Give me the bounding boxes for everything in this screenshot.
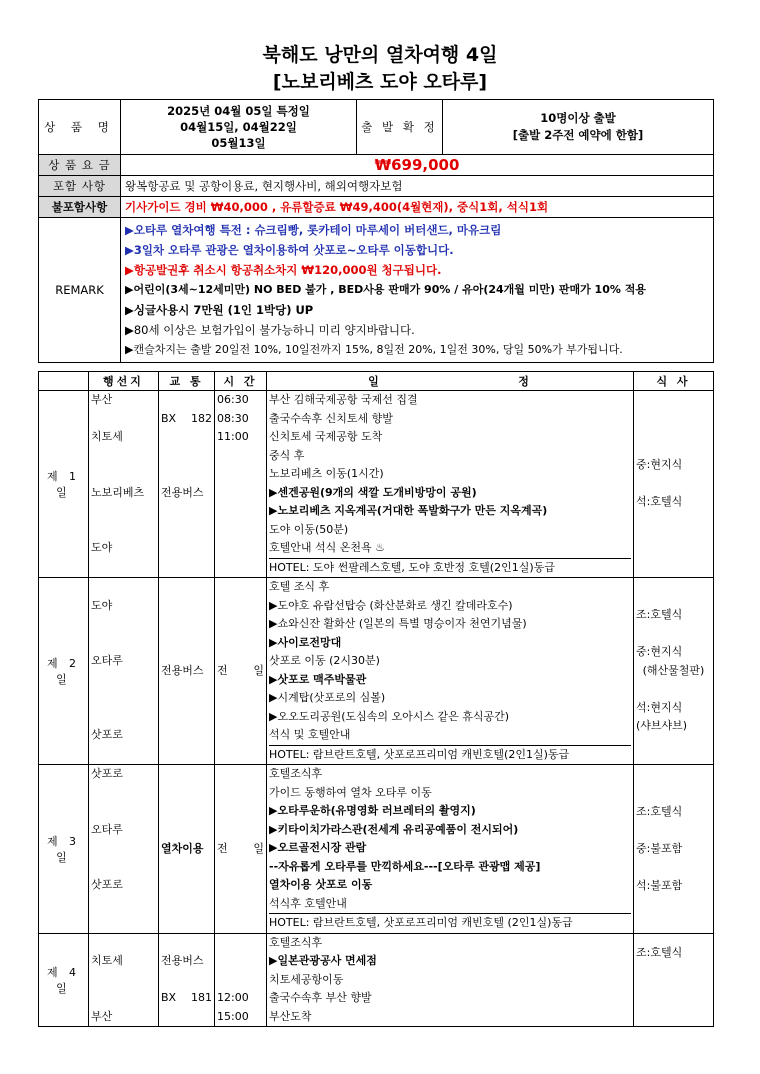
day-label: 제 1 일 bbox=[39, 391, 89, 578]
time-cell: 12:00 15:00 bbox=[215, 933, 267, 1027]
excluded-label: 불포함사항 bbox=[39, 197, 121, 218]
itinerary-cell: 호텔조식후 가이드 동행하여 열차 오타루 이동 ▶오타루운하(유명영화 러브레터의 촬영지) ▶키타이치가라스관(전세계 유리공예품이 전시되어) ▶오르골전시장 관람 --자유롭게 오타루를 만끽하세요---[오타루 관광맵 제공] 열차이용 삿포로 이동 석식후 호텔안내 HOTEL: 람브란트호텔, 삿포로프리미엄 캐빈호텔 (2인1실)동급 bbox=[267, 765, 634, 934]
transport-cell: 전용버스 bbox=[159, 578, 215, 765]
transport-cell: BX 182 전용버스 bbox=[159, 391, 215, 578]
remark-item: ▶오타루 열차여행 특전 : 슈크림빵, 롯카테이 마루세이 버터샌드, 마유크림 bbox=[125, 223, 502, 237]
remark-item: ▶어린이(3세~12세미만) NO BED 불가 , BED사용 판매가 90% / 유아(24개월 미만) 판매가 10% 적용 bbox=[125, 283, 646, 296]
remark-item: ▶항공발권후 취소시 항공취소차지 ₩120,000원 청구됩니다. bbox=[125, 263, 442, 277]
included-value: 왕복항공료 및 공항이용료, 현지행사비, 해외여행자보험 bbox=[121, 176, 714, 197]
col-region: 행선지 bbox=[89, 372, 159, 391]
region-cell: 도야 오타루 삿포로 bbox=[89, 578, 159, 765]
itinerary-cell: 호텔 조식 후 ▶도야호 유람선탑승 (화산분화로 생긴 칼데라호수) ▶쇼와신잔 활화산 (일본의 특별 명승이자 천연기념물) ▶사이로전망대 삿포로 이동 (2시30분) ▶삿포로 맥주박물관 ▶시계탑(삿포로의 심볼) ▶오오도리공원(도심속의 오아시스 같은 휴식공간) 석식 및 호텔안내 HOTEL: 람브란트호텔, 삿포로프리미엄 캐빈호텔(2인1실)동급 bbox=[267, 578, 634, 765]
day-label: 제 3 일 bbox=[39, 765, 89, 934]
time-cell: 전 일 bbox=[215, 765, 267, 934]
day-row bbox=[39, 578, 714, 765]
remark-item: ▶80세 이상은 보험가입이 불가능하니 미리 양지바랍니다. bbox=[125, 323, 415, 337]
remark-list bbox=[121, 218, 714, 363]
remark-item: ▶캔슬차지는 출발 20일전 10%, 10일전까지 15%, 8일전 20%, 1일전 30%, 당일 50%가 부가됩니다. bbox=[125, 343, 623, 356]
itinerary-cell: 부산 김해국제공항 국제선 집결 출국수속후 신치토세 향발 신치토세 국제공항 도착 중식 후 노보리베츠 이동(1시간) ▶센겐공원(9개의 색깔 도개비방망이 공원) ▶노보리베츠 지옥계곡(거대한 폭발화구가 만든 지옥계곡) 도야 이동(50분) 호텔안내 석식 온천욕 ♨ HOTEL: 도야 썬팔레스호텔, 도야 호반정 호텔(2인1실)동급 bbox=[267, 391, 634, 578]
hotel-info: HOTEL: 람브란트호텔, 삿포로프리미엄 캐빈호텔 (2인1실)동급 bbox=[269, 913, 631, 933]
day-row bbox=[39, 765, 714, 934]
day-row bbox=[39, 391, 714, 578]
col-transport: 교 통 bbox=[159, 372, 215, 391]
product-dates: 2025년 04월 05일 특정일 04월15일, 04월22일 05월13일 bbox=[121, 100, 357, 155]
product-label: 상 품 명 bbox=[39, 100, 121, 155]
departure-label: 출 발 확 정 bbox=[357, 100, 443, 155]
hotel-info: HOTEL: 람브란트호텔, 삿포로프리미엄 캐빈호텔(2인1실)동급 bbox=[269, 745, 631, 765]
schedule-table bbox=[38, 371, 714, 1027]
excluded-value: 기사가이드 경비 ₩40,000 , 유류할증료 ₩49,400(4월현재), 중식1회, 석식1회 bbox=[121, 197, 714, 218]
region-cell: 삿포로 오타루 삿포로 bbox=[89, 765, 159, 934]
price-value: ₩699,000 bbox=[121, 155, 714, 176]
included-label: 포함 사항 bbox=[39, 176, 121, 197]
day-label: 제 2 일 bbox=[39, 578, 89, 765]
transport-cell: 열차이용 bbox=[159, 765, 215, 934]
transport-cell: 전용버스 BX 181 bbox=[159, 933, 215, 1027]
document-title: 북해도 낭만의 열차여행 4일 bbox=[262, 44, 498, 66]
region-cell: 부산 치토세 노보리베츠 도야 bbox=[89, 391, 159, 578]
time-cell: 06:30 08:30 11:00 bbox=[215, 391, 267, 578]
price-label: 상 품 요 금 bbox=[39, 155, 121, 176]
col-itinerary: 일 정 bbox=[267, 372, 634, 391]
col-meal: 식 사 bbox=[634, 372, 714, 391]
meal-cell: 조:호텔식 중:현지식 (해산물철판) 석:현지식 (샤브샤브) bbox=[634, 578, 714, 765]
meal-cell: 중:현지식 석:호텔식 bbox=[634, 391, 714, 578]
document-subtitle: [노보리베츠 도야 오타루] bbox=[272, 71, 488, 93]
hotel-info: HOTEL: 도야 썬팔레스호텔, 도야 호반정 호텔(2인1실)동급 bbox=[269, 558, 631, 578]
departure-value: 10명이상 출발 [출발 2주전 예약에 한함] bbox=[443, 100, 714, 155]
col-time: 시 간 bbox=[215, 372, 267, 391]
itinerary-cell: 호텔조식후 ▶일본관광공사 면세점 치토세공항이동 출국수속후 부산 향발 부산도착 bbox=[267, 933, 634, 1027]
meal-cell: 조:호텔식 중:불포함 석:불포함 bbox=[634, 765, 714, 934]
day-row bbox=[39, 933, 714, 1027]
product-info-table bbox=[38, 99, 714, 363]
remark-label: REMARK bbox=[39, 218, 121, 363]
meal-cell: 조:호텔식 bbox=[634, 933, 714, 1027]
region-cell: 치토세 부산 bbox=[89, 933, 159, 1027]
remark-item: ▶싱글사용시 7만원 (1인 1박당) UP bbox=[125, 303, 314, 317]
time-cell: 전 일 bbox=[215, 578, 267, 765]
remark-item: ▶3일차 오타루 관광은 열차이용하여 삿포로~오타루 이동합니다. bbox=[125, 243, 454, 257]
day-label: 제 4 일 bbox=[39, 933, 89, 1027]
